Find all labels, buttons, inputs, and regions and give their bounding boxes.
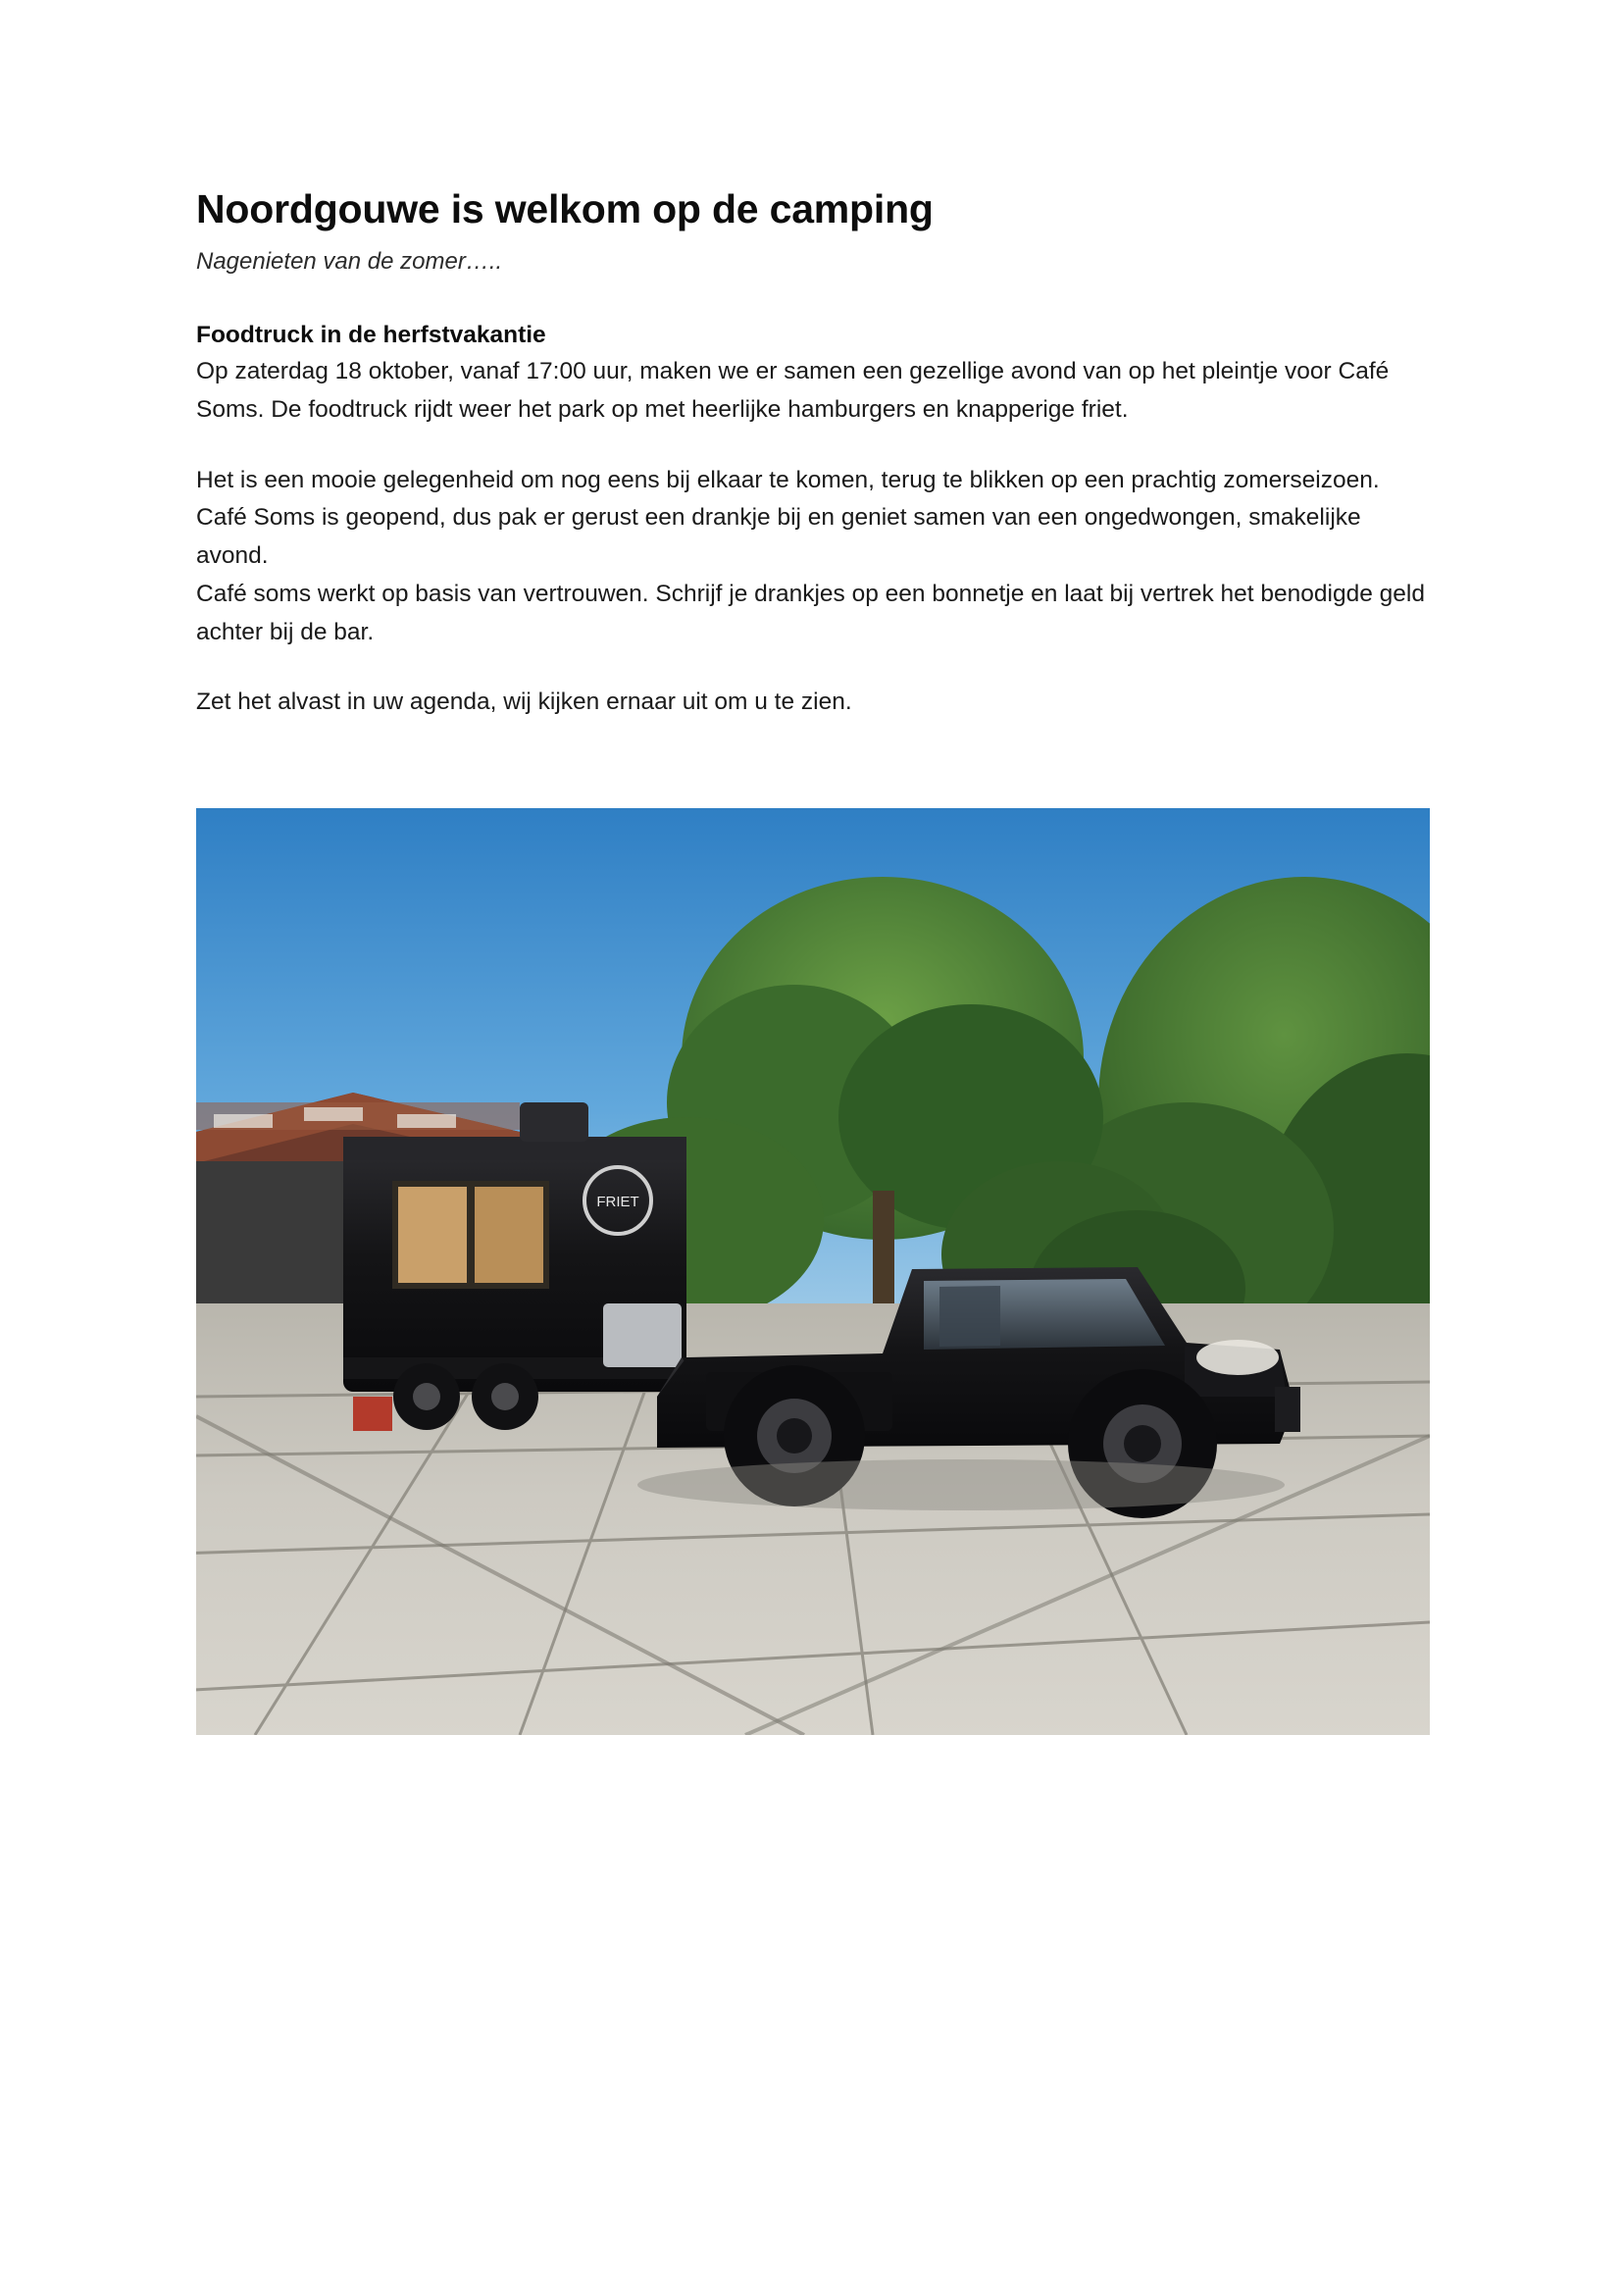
photo-illustration xyxy=(196,808,1430,1735)
paragraph-spacer xyxy=(196,430,1432,462)
paragraph-3: Café soms werkt op basis van vertrouwen. Schrijf je drankjes op een bonnetje en laat bij vertrek het benodigde geld achter bij de bar. xyxy=(196,580,1425,645)
paragraph-4: Zet het alvast in uw agenda, wij kijken ernaar uit om u te zien. xyxy=(196,689,852,716)
svg-text:FRIET: FRIET xyxy=(596,1193,639,1210)
paragraph-1: Op zaterdag 18 oktober, vanaf 17:00 uur, maken we er samen een gezellige avond van op het pleintje voor Café Soms. De foodtruck rijdt weer het park op met heerlijke hamburgers en knapperige friet. xyxy=(196,358,1390,424)
photo-foodtruck xyxy=(196,808,1430,1735)
document-subtitle: Nagenieten van de zomer….. xyxy=(196,248,503,276)
paragraph-2: Het is een mooie gelegenheid om nog eens bij elkaar te komen, terug te blikken op een prachtig zomerseizoen. Café Soms is geopend, dus pak er gerust een drankje bij en geniet samen van een ongedwongen, smakelijke avond. xyxy=(196,466,1380,570)
section-heading: Foodtruck in de herfstvakantie xyxy=(196,322,546,349)
paragraph-spacer-2 xyxy=(196,651,1432,684)
page-title: Noordgouwe is welkom op de camping xyxy=(196,186,934,231)
